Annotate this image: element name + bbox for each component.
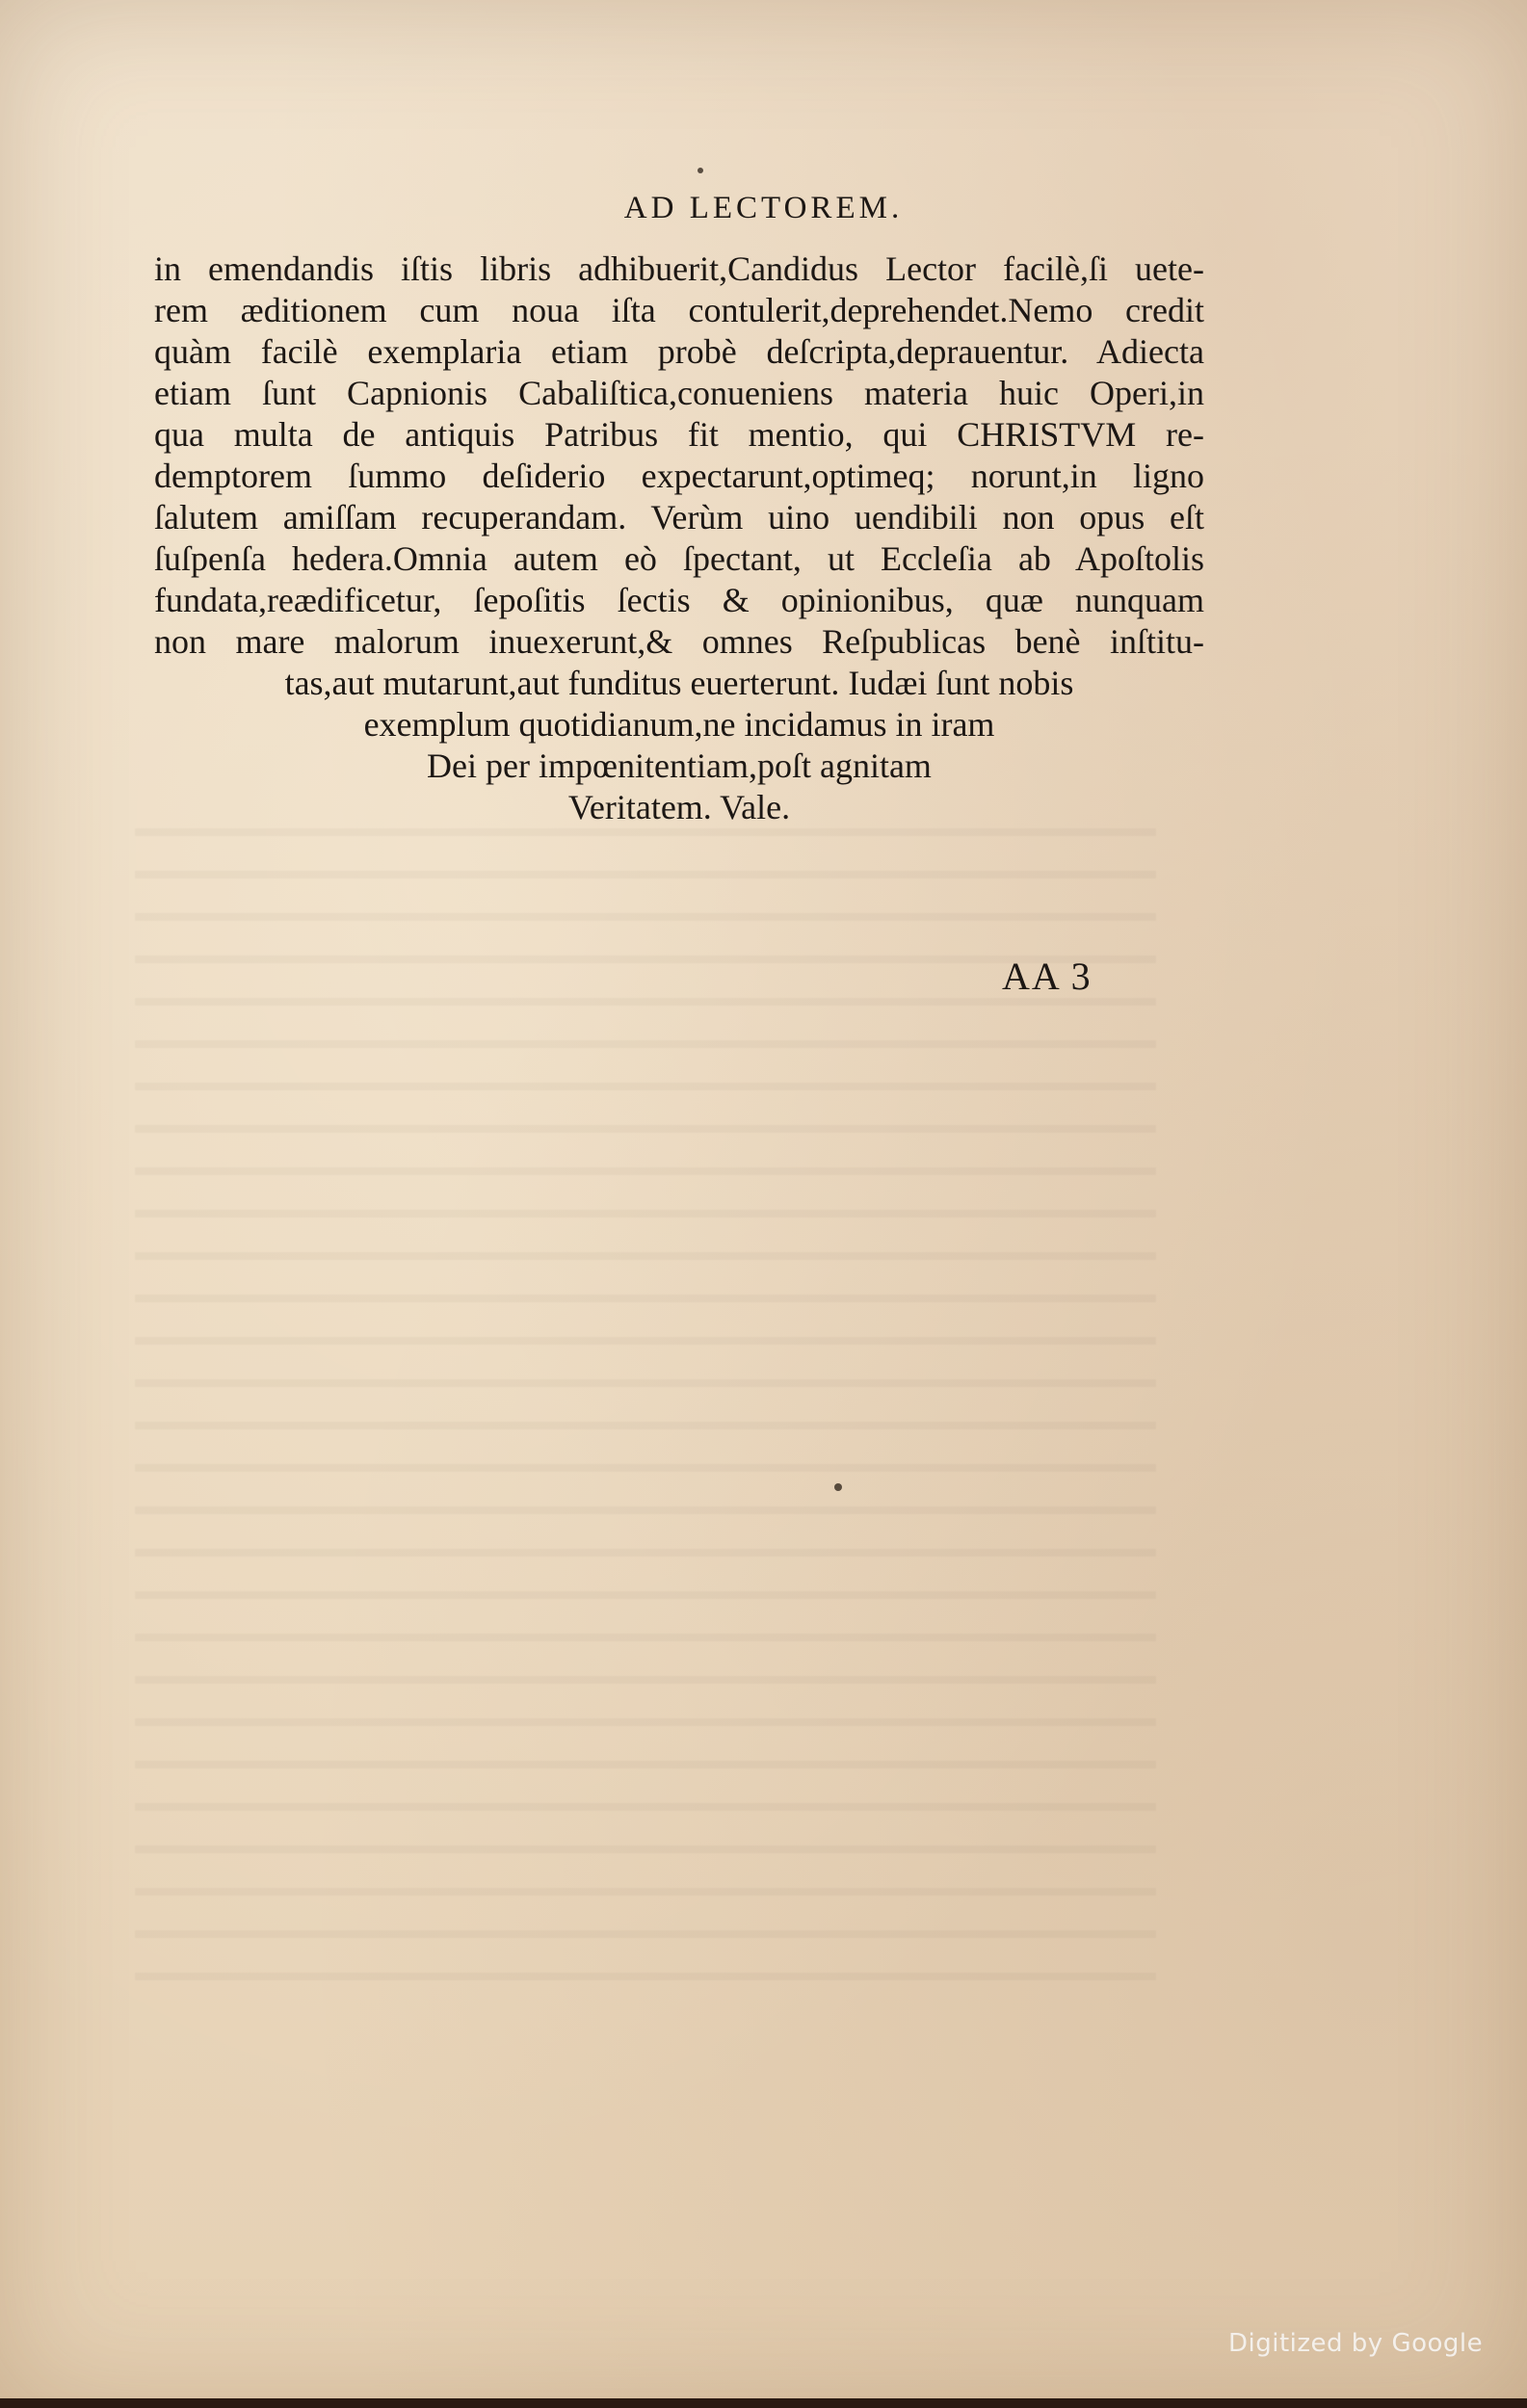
text-line: quàm facilè exemplaria etiam probè deſcripta,deprauentur. Adiecta xyxy=(154,332,1204,371)
text-line: in emendandis iſtis libris adhibuerit,Candidus Lector facilè,ſi uete- xyxy=(154,249,1204,288)
digitized-watermark: Digitized by Google xyxy=(1228,2329,1484,2358)
page-bottom-edge xyxy=(0,2398,1527,2408)
body-text xyxy=(154,249,1204,828)
text-line: non mare malorum inuexerunt,& omnes Reſpublicas benè inſtitu- xyxy=(154,622,1204,661)
bleed-through-text xyxy=(135,828,1156,1984)
text-line: ſuſpenſa hedera.Omnia autem eò ſpectant, ut Eccleſia ab Apoſtolis xyxy=(154,539,1204,578)
signature-mark: AA 3 xyxy=(1002,955,1093,998)
text-line: demptorem ſummo deſiderio expectarunt,optimeq; norunt,in ligno xyxy=(154,457,1204,495)
ink-speck xyxy=(698,168,703,173)
text-line: tas,aut mutarunt,aut funditus euerterunt. Iudæi ſunt nobis xyxy=(284,664,1074,702)
text-line: qua multa de antiquis Patribus fit mentio, qui CHRISTVM re- xyxy=(154,415,1204,454)
text-line: etiam ſunt Capnionis Cabaliſtica,conueniens materia huic Operi,in xyxy=(154,374,1204,412)
ink-speck xyxy=(834,1483,842,1491)
running-head: AD LECTOREM. xyxy=(623,191,904,225)
text-line: ſalutem amiſſam recuperandam. Verùm uino uendibili non opus eſt xyxy=(154,498,1204,537)
text-line: Dei per impœnitentiam,poſt agnitam xyxy=(427,746,932,785)
text-line: rem æditionem cum noua iſta contulerit,deprehendet.Nemo credit xyxy=(154,291,1204,329)
text-line: Veritatem. Vale. xyxy=(567,788,791,826)
text-line: fundata,reædificetur, ſepoſitis ſectis & opinionibus, quæ nunquam xyxy=(154,581,1204,619)
text-line: exemplum quotidianum,ne incidamus in iram xyxy=(363,705,995,744)
